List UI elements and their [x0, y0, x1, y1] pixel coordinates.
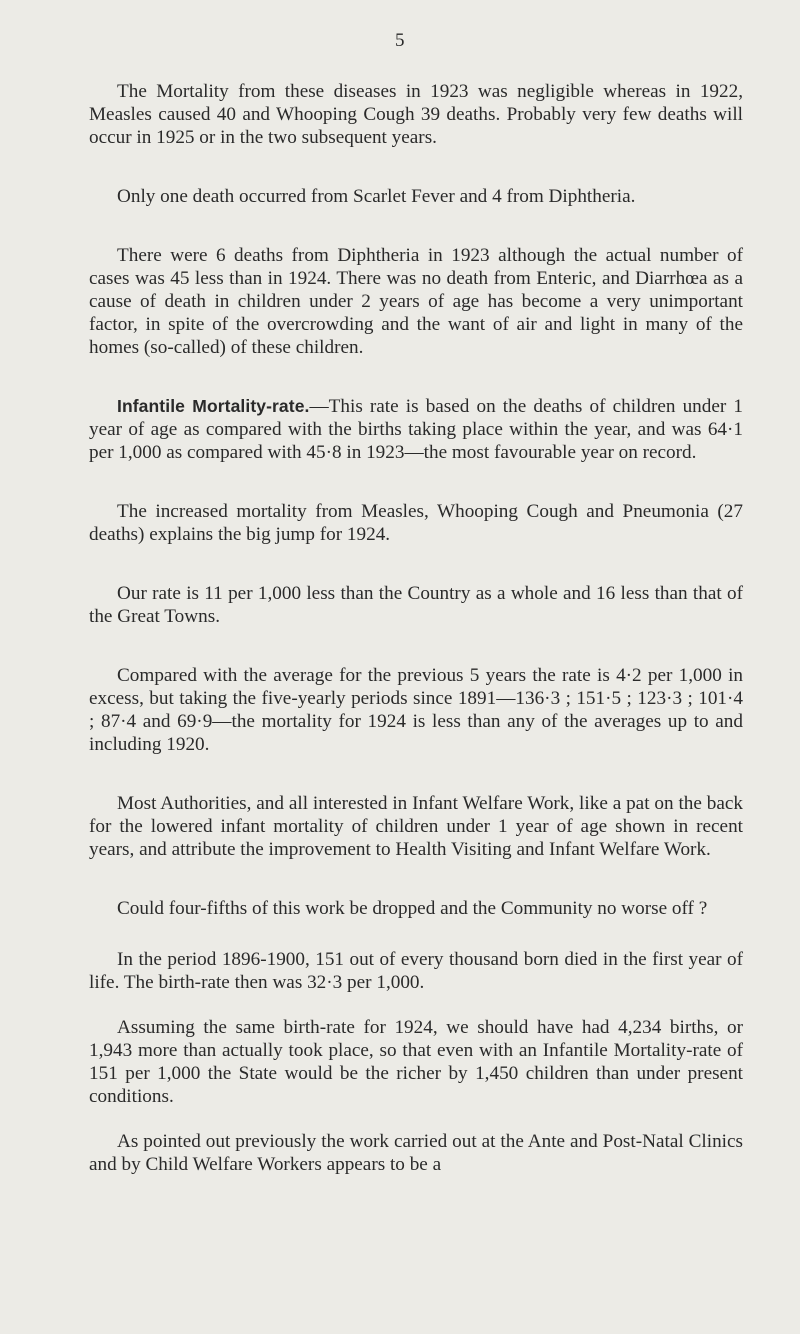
paragraph-text: Compared with the average for the previous 5 years the rate is 4·2 per 1,000 in excess, but taking the five-yearly periods since 1891—136·3 ; 151·5 ; 123·3 ; 101·4 ; 87·4 and 69·9—the mortality for 1924 is less than any of the averages up to and including 1920.	[89, 665, 743, 755]
paragraph-infantile-mortality	[89, 395, 743, 464]
paragraph-birth-rate-assumption	[89, 1016, 743, 1108]
paragraph-diphtheria	[89, 244, 743, 359]
paragraph-text: There were 6 deaths from Diphtheria in 1923 although the actual number of cases was 45 less than in 1924. There was no death from Enteric, and Diarrhœa as a cause of death in children under 2 years of age has become a very unimportant factor, in spite of the overcrowding and the want of air and light in many of the homes (so-called) of these children.	[89, 245, 743, 358]
paragraph-clinics	[89, 1130, 743, 1176]
paragraph-five-yearly-periods	[89, 664, 743, 756]
paragraph-text: Our rate is 11 per 1,000 less than the Country as a whole and 16 less than that of the Great Towns.	[89, 583, 743, 627]
paragraph-increased-mortality	[89, 500, 743, 546]
paragraph-text: Only one death occurred from Scarlet Fever and 4 from Diphtheria.	[117, 186, 636, 207]
paragraph-text: Could four-fifths of this work be dropped and the Community no worse off ?	[117, 898, 708, 919]
paragraph-scarlet-fever	[89, 185, 743, 208]
paragraph-text: As pointed out previously the work carried out at the Ante and Post-Natal Clinics and by Child Welfare Workers appears to be a	[89, 1131, 743, 1175]
paragraph-four-fifths	[89, 897, 743, 920]
page-number: 5	[395, 30, 405, 51]
paragraph-text: The Mortality from these diseases in 1923 was negligible whereas in 1922, Measles caused 40 and Whooping Cough 39 deaths. Probably very few deaths will occur in 1925 or in the two subsequent years.	[89, 81, 743, 148]
body-text	[89, 80, 743, 1204]
paragraph-country-comparison	[89, 582, 743, 628]
paragraph-text: —This rate is based on the deaths of children under 1 year of age as compared with the births taking place within the year, and was 64·1 per 1,000 as compared with 45·8 in 1923—the most favourable year on record.	[89, 396, 743, 463]
section-heading: Infantile Mortality-rate.	[117, 396, 310, 416]
paragraph-text: The increased mortality from Measles, Whooping Cough and Pneumonia (27 deaths) explains the big jump for 1924.	[89, 501, 743, 545]
paragraph-mortality-1923	[89, 80, 743, 149]
paragraph-text: Assuming the same birth-rate for 1924, we should have had 4,234 births, or 1,943 more than actually took place, so that even with an Infantile Mortality-rate of 151 per 1,000 the State would be the richer by 1,450 children than under present conditions.	[89, 1017, 743, 1107]
paragraph-period-1896	[89, 948, 743, 994]
paragraph-text: In the period 1896-1900, 151 out of every thousand born died in the first year of life. The birth-rate then was 32·3 per 1,000.	[89, 949, 743, 993]
paragraph-text: Most Authorities, and all interested in Infant Welfare Work, like a pat on the back for the lowered infant mortality of children under 1 year of age shown in recent years, and attribute the improvement to Health Visiting and Infant Welfare Work.	[89, 793, 743, 860]
paragraph-infant-welfare	[89, 792, 743, 861]
